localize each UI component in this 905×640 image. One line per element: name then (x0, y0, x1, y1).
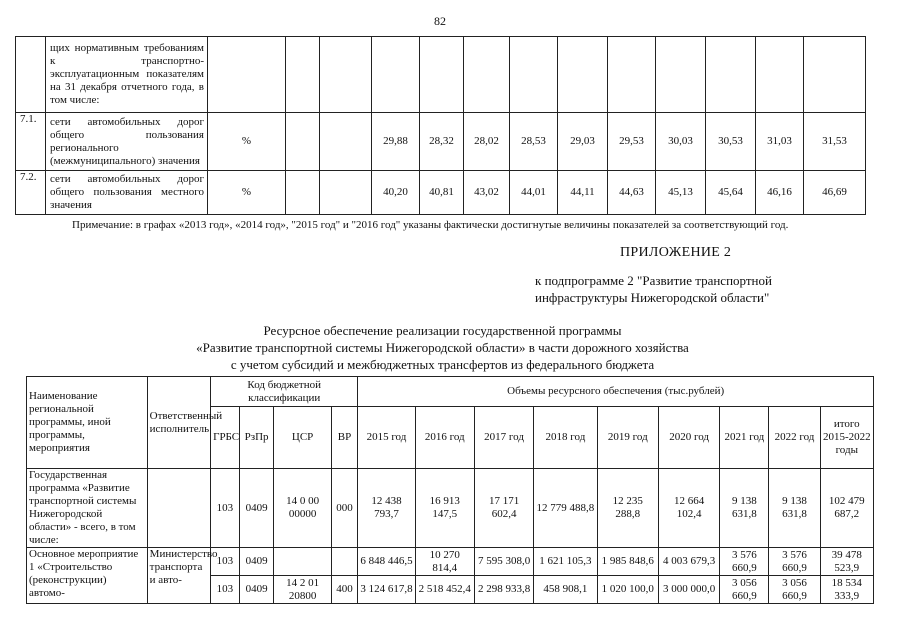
unit-cell: % (208, 171, 286, 215)
value-cell: 6 848 446,5 (358, 548, 415, 576)
table-row (27, 548, 874, 576)
row-description: щих нормативным требованиям к транспортно-эксплуатационным показателям на 31 декабря отчетного года, в том числе: (46, 37, 208, 113)
value-cell: 12 438 793,7 (358, 469, 415, 548)
value-cell: 39 478 523,9 (820, 548, 873, 576)
value-cell: 28,02 (464, 113, 510, 171)
executor-cell (147, 469, 210, 548)
indicators-table (15, 36, 866, 215)
vr-cell: 400 (331, 576, 358, 604)
value-cell: 12 779 488,8 (534, 469, 597, 548)
value-cell: 2 298 933,8 (474, 576, 533, 604)
value-cell: 31,53 (804, 113, 866, 171)
value-cell: 3 124 617,8 (358, 576, 415, 604)
value-cell: 46,16 (756, 171, 804, 215)
col-header-year: 2019 год (597, 407, 658, 469)
value-cell: 3 576 660,9 (769, 548, 820, 576)
col-header-year: 2021 год (720, 407, 769, 469)
value-cell: 458 908,1 (534, 576, 597, 604)
document-title-line: Ресурсное обеспечение реализации государственной программы (263, 323, 622, 338)
value-cell: 46,69 (804, 171, 866, 215)
value-cell: 45,64 (706, 171, 756, 215)
document-title-line: с учетом субсидий и межбюджетных трансфертов из федерального бюджета (230, 357, 655, 372)
col-header-name: Наименование региональной программы, иной программы, мероприятия (27, 377, 148, 469)
grbs-cell: 103 (211, 548, 240, 576)
rzpr-cell: 0409 (239, 469, 274, 548)
grbs-cell: 103 (211, 469, 240, 548)
value-cell: 3 576 660,9 (720, 548, 769, 576)
col-header-grbs: ГРБС (211, 407, 240, 469)
value-cell: 31,03 (756, 113, 804, 171)
value-cell: 40,20 (372, 171, 420, 215)
value-cell: 28,53 (510, 113, 558, 171)
table-row (16, 113, 866, 171)
value-cell: 12 664 102,4 (658, 469, 719, 548)
value-cell: 102 479 687,2 (820, 469, 873, 548)
value-cell: 1 020 100,0 (597, 576, 658, 604)
row-description: сети автомобильных дорог общего пользования местного значения (46, 171, 208, 215)
value-cell: 44,11 (558, 171, 608, 215)
value-cell: 30,03 (656, 113, 706, 171)
vr-cell (331, 548, 358, 576)
value-cell: 17 171 602,4 (474, 469, 533, 548)
event-name: Основное мероприятие 1 «Строительство (реконструкции) автомо- (27, 548, 148, 604)
row-index (16, 37, 46, 113)
value-cell: 3 056 660,9 (769, 576, 820, 604)
col-header-year: 2015 год (358, 407, 415, 469)
col-header-year: 2017 год (474, 407, 533, 469)
value-cell: 16 913 147,5 (415, 469, 474, 548)
appendix-subtitle-line: инфраструктуры Нижегородской области" (535, 290, 770, 305)
table-row (27, 469, 874, 548)
value-cell: 9 138 631,8 (769, 469, 820, 548)
csr-cell: 14 0 00 00000 (274, 469, 331, 548)
row-description: сети автомобильных дорог общего пользования регионального (межмуниципального) значения (46, 113, 208, 171)
value-cell: 29,53 (608, 113, 656, 171)
row-index: 7.1. (16, 113, 46, 171)
row-index: 7.2. (16, 171, 46, 215)
rzpr-cell: 0409 (239, 548, 274, 576)
value-cell: 29,88 (372, 113, 420, 171)
rzpr-cell: 0409 (239, 576, 274, 604)
table-row (16, 171, 866, 215)
col-header-executor: Ответственный исполнитель (147, 377, 210, 469)
csr-cell (274, 548, 331, 576)
value-cell: 45,13 (656, 171, 706, 215)
document-title (80, 322, 805, 373)
csr-cell: 14 2 01 20800 (274, 576, 331, 604)
col-header-rzpr: РзПр (239, 407, 274, 469)
table-note: Примечание: в графах «2013 год», «2014 год», "2015 год" и "2016 год" указаны фактически достигнутые величины показателей за соответствующий год. (72, 219, 789, 231)
resource-table (26, 376, 874, 604)
value-cell: 3 000 000,0 (658, 576, 719, 604)
col-header-year: 2016 год (415, 407, 474, 469)
value-cell: 44,63 (608, 171, 656, 215)
value-cell: 43,02 (464, 171, 510, 215)
grbs-cell: 103 (211, 576, 240, 604)
executor-cell: Министерство транспорта и авто- (147, 548, 210, 604)
value-cell: 10 270 814,4 (415, 548, 474, 576)
col-header-year: 2020 год (658, 407, 719, 469)
col-header-year: 2022 год (769, 407, 820, 469)
program-name: Государственная программа «Развитие транспортной системы Нижегородской области» - всего, в том числе: (27, 469, 148, 548)
value-cell: 12 235 288,8 (597, 469, 658, 548)
value-cell: 28,32 (420, 113, 464, 171)
table-row (16, 37, 866, 113)
col-header-year: 2018 год (534, 407, 597, 469)
value-cell: 29,03 (558, 113, 608, 171)
appendix-subtitle (535, 272, 772, 306)
vr-cell: 000 (331, 469, 358, 548)
value-cell: 40,81 (420, 171, 464, 215)
value-cell: 4 003 679,3 (658, 548, 719, 576)
table-header-row (27, 377, 874, 407)
col-header-year: итого 2015-2022 годы (820, 407, 873, 469)
document-title-line: «Развитие транспортной системы Нижегородской области» в части дорожного хозяйства (196, 340, 689, 355)
unit-cell: % (208, 113, 286, 171)
col-header-csr: ЦСР (274, 407, 331, 469)
col-header-volume-group: Объемы ресурсного обеспечения (тыс.рублей) (358, 377, 874, 407)
page-number: 82 (434, 14, 446, 28)
value-cell: 18 534 333,9 (820, 576, 873, 604)
value-cell: 2 518 452,4 (415, 576, 474, 604)
appendix-subtitle-line: к подпрограмме 2 "Развитие транспортной (535, 273, 772, 288)
col-header-code-group: Код бюджетной классификации (211, 377, 358, 407)
appendix-title: ПРИЛОЖЕНИЕ 2 (620, 245, 732, 260)
value-cell: 1 621 105,3 (534, 548, 597, 576)
value-cell: 44,01 (510, 171, 558, 215)
value-cell: 9 138 631,8 (720, 469, 769, 548)
value-cell: 3 056 660,9 (720, 576, 769, 604)
value-cell: 30,53 (706, 113, 756, 171)
value-cell: 7 595 308,0 (474, 548, 533, 576)
value-cell: 1 985 848,6 (597, 548, 658, 576)
col-header-vr: ВР (331, 407, 358, 469)
